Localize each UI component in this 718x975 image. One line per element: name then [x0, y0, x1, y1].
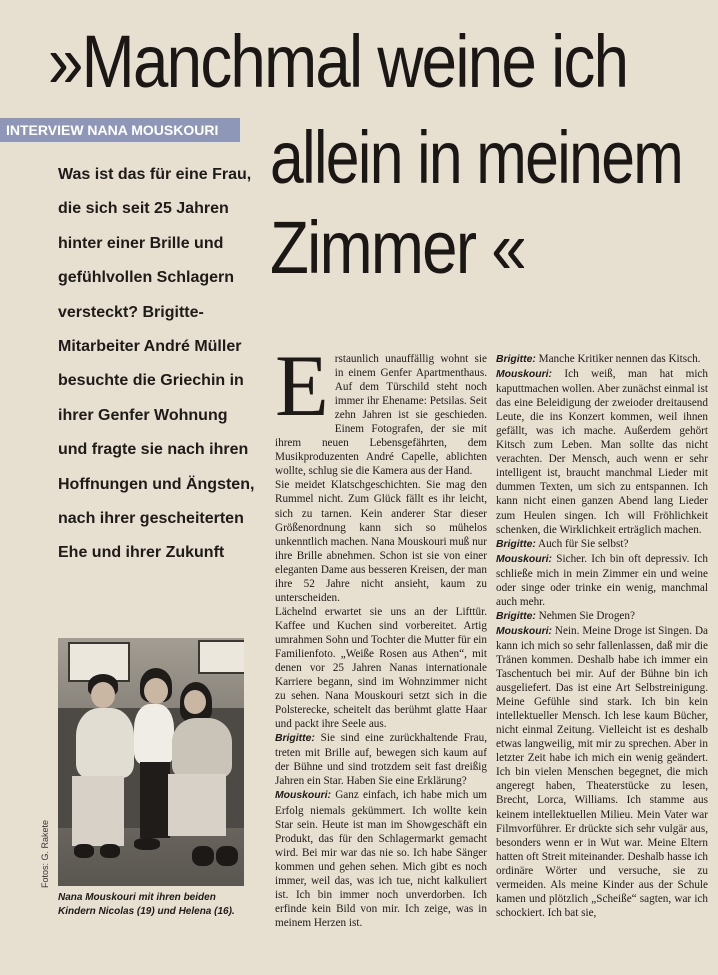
article-column-2 — [275, 352, 487, 972]
speaker-label: Mouskouri: — [496, 369, 552, 381]
speaker-label: Mouskouri: — [496, 553, 552, 565]
drop-cap: E — [275, 352, 329, 435]
headline-line-2: allein in meinem — [270, 116, 683, 199]
paragraph-text: Nehmen Sie Drogen? — [535, 609, 635, 622]
article-paragraph — [275, 788, 487, 929]
section-rubric: INTERVIEW NANA MOUSKOURI — [0, 118, 240, 142]
paragraph-text: Auch für Sie selbst? — [535, 537, 629, 550]
paragraph-text: Ich weiß, man hat mich kaputtmachen wollen. Aber zunächst einmal ist das eine Beleidigung der zweioder dreitausend Leute, die ins Konzert kommen, weil ihnen gefällt, was ich mache. Außerdem gehört Kitsch zum Leben. Man sollte das nicht verachten. Der Mensch, auch wenn er sehr intelligent ist, braucht manchmal Lieder mit dummen Texten, um sich zu entspannen. Ich kann nicht einen ganzen Abend lang Lieder zum Heulen singen. Ich will Fröhlichkeit schenken, die Wirklichkeit erträglich machen. — [496, 368, 708, 536]
speaker-label: Brigitte: — [496, 610, 536, 622]
paragraph-text: rstaunlich unauffällig wohnt sie in einem Genfer Apartmenthaus. Auf dem Türschild steht noch immer ihr Ehename: Petsilas. Seit zehn Jahren ist sie geschieden. Einem Fotografen, der sie mit ihrem neuen Lebensgefährten, dem Musikproduzenten André Capelle, ablichten wollte, schlug sie die Kamera aus der Hand. — [275, 353, 487, 478]
article-paragraph — [496, 624, 708, 920]
paragraph-text: Ganz einfach, ich habe mich um Erfolg niemals gekümmert. Ich wollte kein Star sein. Heute ist man im Showgeschäft ein Produkt, das für den Schlagermarkt gemacht wird. Bei mir war das nie so. Ich habe Sänger kommen und gehen sehen. Mich gibt es noch immer, weil das, was ich tue, nicht kalkuliert ist. Ich bin immer noch unverdorben. Ich erfinde kein Bild von mir. Ich zeige, was in meinem Herzen ist. — [275, 789, 487, 929]
speaker-label: Mouskouri: — [275, 790, 331, 802]
headline-line-1: »Manchmal weine ich — [48, 20, 628, 103]
article-paragraph — [275, 352, 487, 478]
speaker-label: Brigitte: — [496, 354, 536, 365]
paragraph-text: Sie sind eine zurückhaltende Frau, treten mit Brille auf, bewegen sich kaum auf der Bühne und sind trotzdem seit fast dreißig Jahren ein Star. Haben Sie eine Erklärung? — [275, 732, 487, 788]
article-paragraph — [496, 537, 708, 552]
headline-line-3: Zimmer « — [270, 206, 525, 289]
article-paragraph — [496, 609, 708, 624]
speaker-label: Brigitte: — [496, 538, 536, 550]
article-paragraph — [496, 367, 708, 537]
intro-paragraph: Was ist das für eine Frau, die sich seit 25 Jahren hinter einer Brille und gefühlvollen Schlagern versteckt? Brigitte-Mitarbeiter André Müller besuchte die Griechin in ihrer Genfer Wohnung und fragte sie nach ihren Hoffnungen und Ängsten, nach ihrer gescheiterten Ehe und ihrer Zukunft — [58, 166, 255, 562]
speaker-label: Mouskouri: — [496, 625, 552, 637]
paragraph-text: Sie meidet Klatschgeschichten. Sie mag den Rummel nicht. Zum Glück fällt es ihr leicht, sich zu tarnen. Kein anderer Star dieser Größenordnung kann sich so mühelos unkenntlich machen. Nana Mouskouri muß nur ihre Brille abnehmen. Schon ist sie von einer eleganten Dame aus besseren Kreisen, der man ihre 52 Jahre nicht ansieht, kaum zu unterscheiden. — [275, 479, 487, 604]
speaker-label: Brigitte: — [275, 733, 315, 745]
paragraph-text: Sicher. Ich bin oft depressiv. Ich schließe mich in mein Zimmer ein und weine oder singe oder trinke ein wenig, manchmal auch mehr. — [496, 552, 708, 608]
article-paragraph — [275, 605, 487, 731]
article-paragraph — [496, 352, 708, 367]
photo-caption: Nana Mouskouri mit ihren beiden Kindern Nicolas (19) und Helena (16). — [58, 892, 235, 917]
article-paragraph — [496, 552, 708, 609]
family-photo — [58, 638, 244, 886]
article-paragraph — [275, 478, 487, 604]
paragraph-text: Nein. Meine Droge ist Singen. Da kann ich mich so sehr fallenlassen, daß mir die Tränen kommen. Deshalb habe ich immer ein Taschentuch bei mir. Auf der Bühne bin ich ausgeliefert. Das ist eine Art Selbstreinigung. Meine Gefühle sind stark. Ich bin kein intellektueller Mensch. Ich lese kaum Bücher, nicht einmal Zeitung. Vielleicht ist es deshalb etwas langweilig, mit mir zu sprechen. Aber in letzter Zeit habe ich mich ein wenig geändert. Ich bin vielen Menschen begegnet, die mich angeregt haben, Theaterstücke zu lesen, Brecht, Lorca, Williams. Ich stamme aus keinem intellektuellen Milieu. Mein Vater war Filmvorführer. Er drückte sich sehr vulgär aus, besonders wenn er in Wut war. Meine Eltern hatten oft Streit miteinander. Deshalb hasse ich ordinäre Wörter und versuche, sie zu vermeiden. Als meine Kinder aus der Schule kamen und plötzlich „Scheiße“ sagten, war ich schockiert. Ich bat sie, — [496, 624, 708, 919]
article-column-3 — [496, 352, 708, 972]
paragraph-text: Lächelnd erwartet sie uns an der Lifttür. Kaffee und Kuchen sind vorbereitet. Artig umrahmen Sohn und Tochter die Mutter für ein Familienfoto. „Weiße Rosen aus Athen“, mit denen vor 25 Jahren Nanas internationale Karriere begann, sind im Wohnzimmer nicht zu sehen. Nana Mouskouri setzt sich in die Polsterecke, scheitelt das berühmt glatte Haar und packt ihre Seele aus. — [275, 605, 487, 731]
wall-picture-right — [198, 640, 244, 674]
photo-credit: Fotos: G. Rakete — [40, 820, 50, 889]
paragraph-text: Manche Kritiker nennen das Kitsch. — [535, 353, 701, 365]
article-paragraph — [275, 731, 487, 788]
